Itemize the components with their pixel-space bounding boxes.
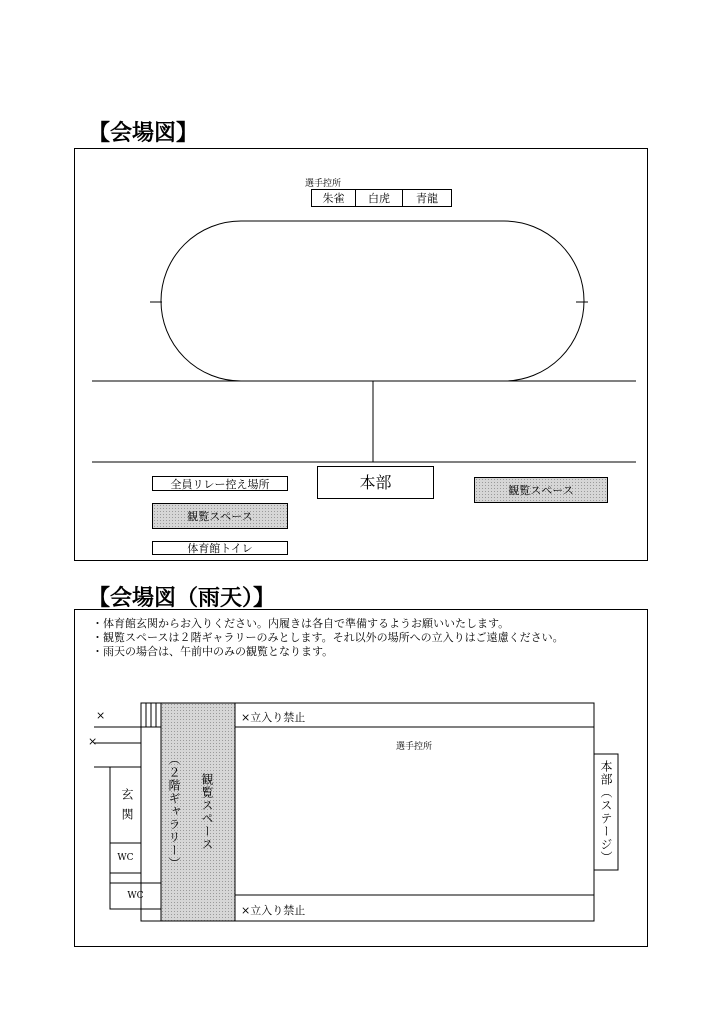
no-entry-bottom: ×立入り禁止 [241, 904, 306, 917]
relay-waiting-area: 全員リレー控え場所 [152, 476, 288, 491]
team-box-byakko: 白虎 [355, 189, 403, 207]
no-entry-top: ×立入り禁止 [241, 711, 306, 724]
viewing-space-left: 観覧スペース [152, 503, 288, 529]
x-mark-2: × [88, 735, 98, 748]
viewing-space-right: 観覧スペース [474, 477, 608, 503]
entrance-label: 玄関 [120, 788, 134, 828]
wc-box-1: WC [117, 853, 134, 863]
wc-box-2: WC [127, 891, 144, 901]
team-box-seiryu: 青龍 [402, 189, 452, 207]
map1-title: 【会場図】 [88, 121, 199, 146]
note-line: ・観覧スペースは２階ギャラリーのみとします。それ以外の場所への立入りはご遠慮ください。 [92, 631, 564, 644]
map2-title: 【会場図（雨天）】 [88, 586, 276, 611]
team-box-suzaku: 朱雀 [311, 189, 356, 207]
note-line: ・雨天の場合は、午前中のみの観覧となります。 [92, 645, 334, 658]
gym-toilet: 体育館トイレ [152, 541, 288, 555]
note-line: ・体育館玄関からお入りください。内履きは各自で準備するようお願いいたします。 [92, 617, 510, 630]
gallery-viewing-label: 観覧スペース [200, 773, 214, 851]
headquarters-box: 本部 [317, 466, 434, 499]
gallery-floor-label: （２階ギャラリー） [167, 753, 181, 870]
x-mark-1: × [96, 709, 106, 722]
stage-label: 本部（ステージ） [599, 760, 613, 864]
athlete-area-label-rain: 選手控所 [396, 742, 433, 752]
athlete-area-label: 選手控所 [305, 179, 342, 189]
